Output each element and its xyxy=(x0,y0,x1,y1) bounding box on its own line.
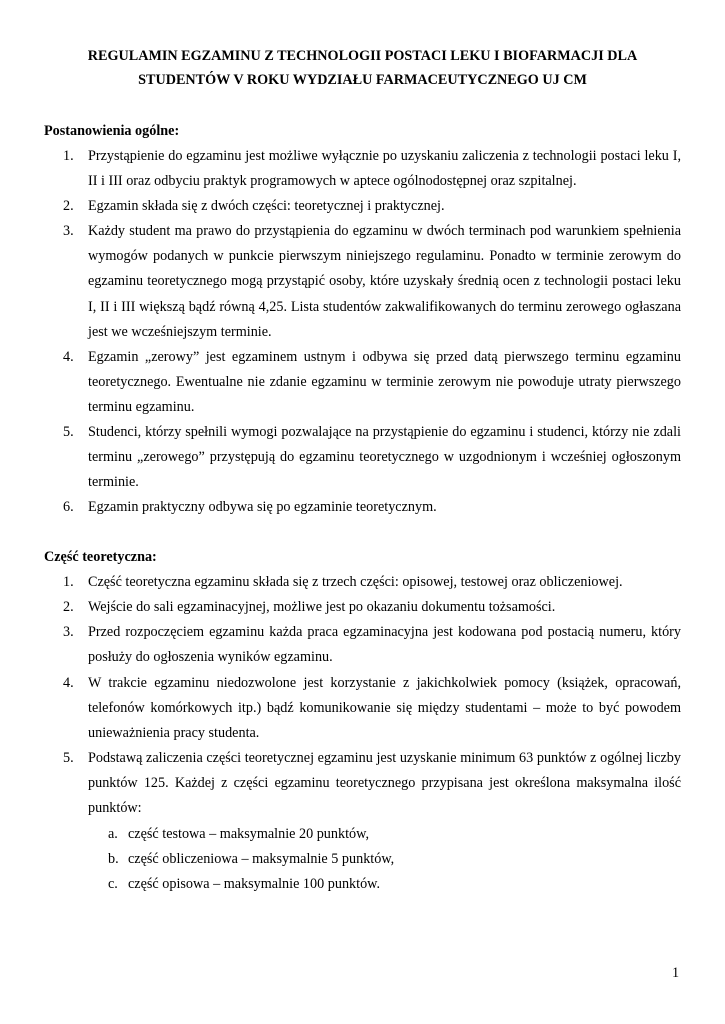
list-item-text: Egzamin „zerowy” jest egzaminem ustnym i odbywa się przed datą pierwszego terminu egzaminu teoretycznego. Ewentualne nie zdanie egzaminu w terminie zerowym nie powoduje utraty pierwszego terminu egzaminu. xyxy=(88,349,681,416)
page-number: 1 xyxy=(672,965,680,981)
list-item-number: 4. xyxy=(63,675,74,691)
list-item-text: Egzamin składa się z dwóch części: teoretycznej i praktycznej. xyxy=(88,198,445,214)
list-item-number: 3. xyxy=(63,624,74,640)
list-item-text: W trakcie egzaminu niedozwolone jest korzystanie z jakichkolwiek pomocy (książek, opracowań, telefonów komórkowych itp.) bądź komunikowanie się między studentami – może to być powodem unieważnienia pracy studenta. xyxy=(88,675,681,742)
general-provisions-heading: Postanowienia ogólne: xyxy=(44,123,180,139)
list-item-text: Egzamin praktyczny odbywa się po egzaminie teoretycznym. xyxy=(88,499,437,515)
list-item-text: Podstawą zaliczenia części teoretycznej egzaminu jest uzyskanie minimum 63 punktów z ogólnej liczby punktów 125. Każdej z części egzaminu teoretycznego przypisana jest określona maksymalna ilość punktów: xyxy=(88,750,681,817)
sub-list-item-text: część testowa – maksymalnie 20 punktów, xyxy=(128,826,369,842)
list-item-text: Wejście do sali egzaminacyjnej, możliwe jest po okazaniu dokumentu tożsamości. xyxy=(88,599,556,615)
list-item-number: 3. xyxy=(63,223,74,239)
list-item-text: Przed rozpoczęciem egzaminu każda praca egzaminacyjna jest kodowana pod postacią numeru, który posłuży do ogłoszenia wyników egzaminu. xyxy=(88,624,681,666)
list-item-text: Każdy student ma prawo do przystąpienia do egzaminu w dwóch terminach pod warunkiem spełnienia wymogów podanych w punkcie pierwszym niniejszego regulaminu. Ponadto w terminie zerowym do egzaminu teoretycznego mogą przystąpić osoby, które uzyskały średnią ocen z technologii postaci leku I, II i III większą bądź równą 4,25. Lista studentów zakwalifikowanych do terminu zerowego ogłaszana jest we wcześniejszym terminie. xyxy=(88,223,681,340)
list-item-text: Przystąpienie do egzaminu jest możliwe wyłącznie po uzyskaniu zaliczenia z technologii postaci leku I, II i III oraz odbyciu praktyk programowych w aptece ogólnodostępnej oraz szpitalnej. xyxy=(88,148,681,190)
list-item-number: 4. xyxy=(63,349,74,365)
list-item-number: 5. xyxy=(63,750,74,766)
document-title-line-1: REGULAMIN EGZAMINU Z TECHNOLOGII POSTACI LEKU I BIOFARMACJI DLA xyxy=(87,48,638,64)
sub-list-item-letter: c. xyxy=(108,876,118,892)
sub-list-item-letter: a. xyxy=(108,826,118,842)
list-item-number: 2. xyxy=(63,599,74,615)
list-item-number: 1. xyxy=(63,148,74,164)
sub-list-item-text: część opisowa – maksymalnie 100 punktów. xyxy=(128,876,381,892)
sub-list-item-text: część obliczeniowa – maksymalnie 5 punktów, xyxy=(128,851,395,867)
list-item-number: 6. xyxy=(63,499,74,515)
list-item-number: 1. xyxy=(63,574,74,590)
list-item-text: Studenci, którzy spełnili wymogi pozwalające na przystąpienie do egzaminu i studenci, którzy nie zdali terminu „zerowego” przystępują do egzaminu teoretycznego w uzgodnionym i wcześniej ogłoszonym terminie. xyxy=(88,424,681,491)
list-item-number: 2. xyxy=(63,198,74,214)
list-item-text: Część teoretyczna egzaminu składa się z trzech części: opisowej, testowej oraz obliczeniowej. xyxy=(88,574,623,590)
document-title-line-2: STUDENTÓW V ROKU WYDZIAŁU FARMACEUTYCZNEGO UJ CM xyxy=(138,72,587,88)
list-item-number: 5. xyxy=(63,424,74,440)
sub-list-item-letter: b. xyxy=(108,851,119,867)
theory-part-heading: Część teoretyczna: xyxy=(44,549,157,565)
